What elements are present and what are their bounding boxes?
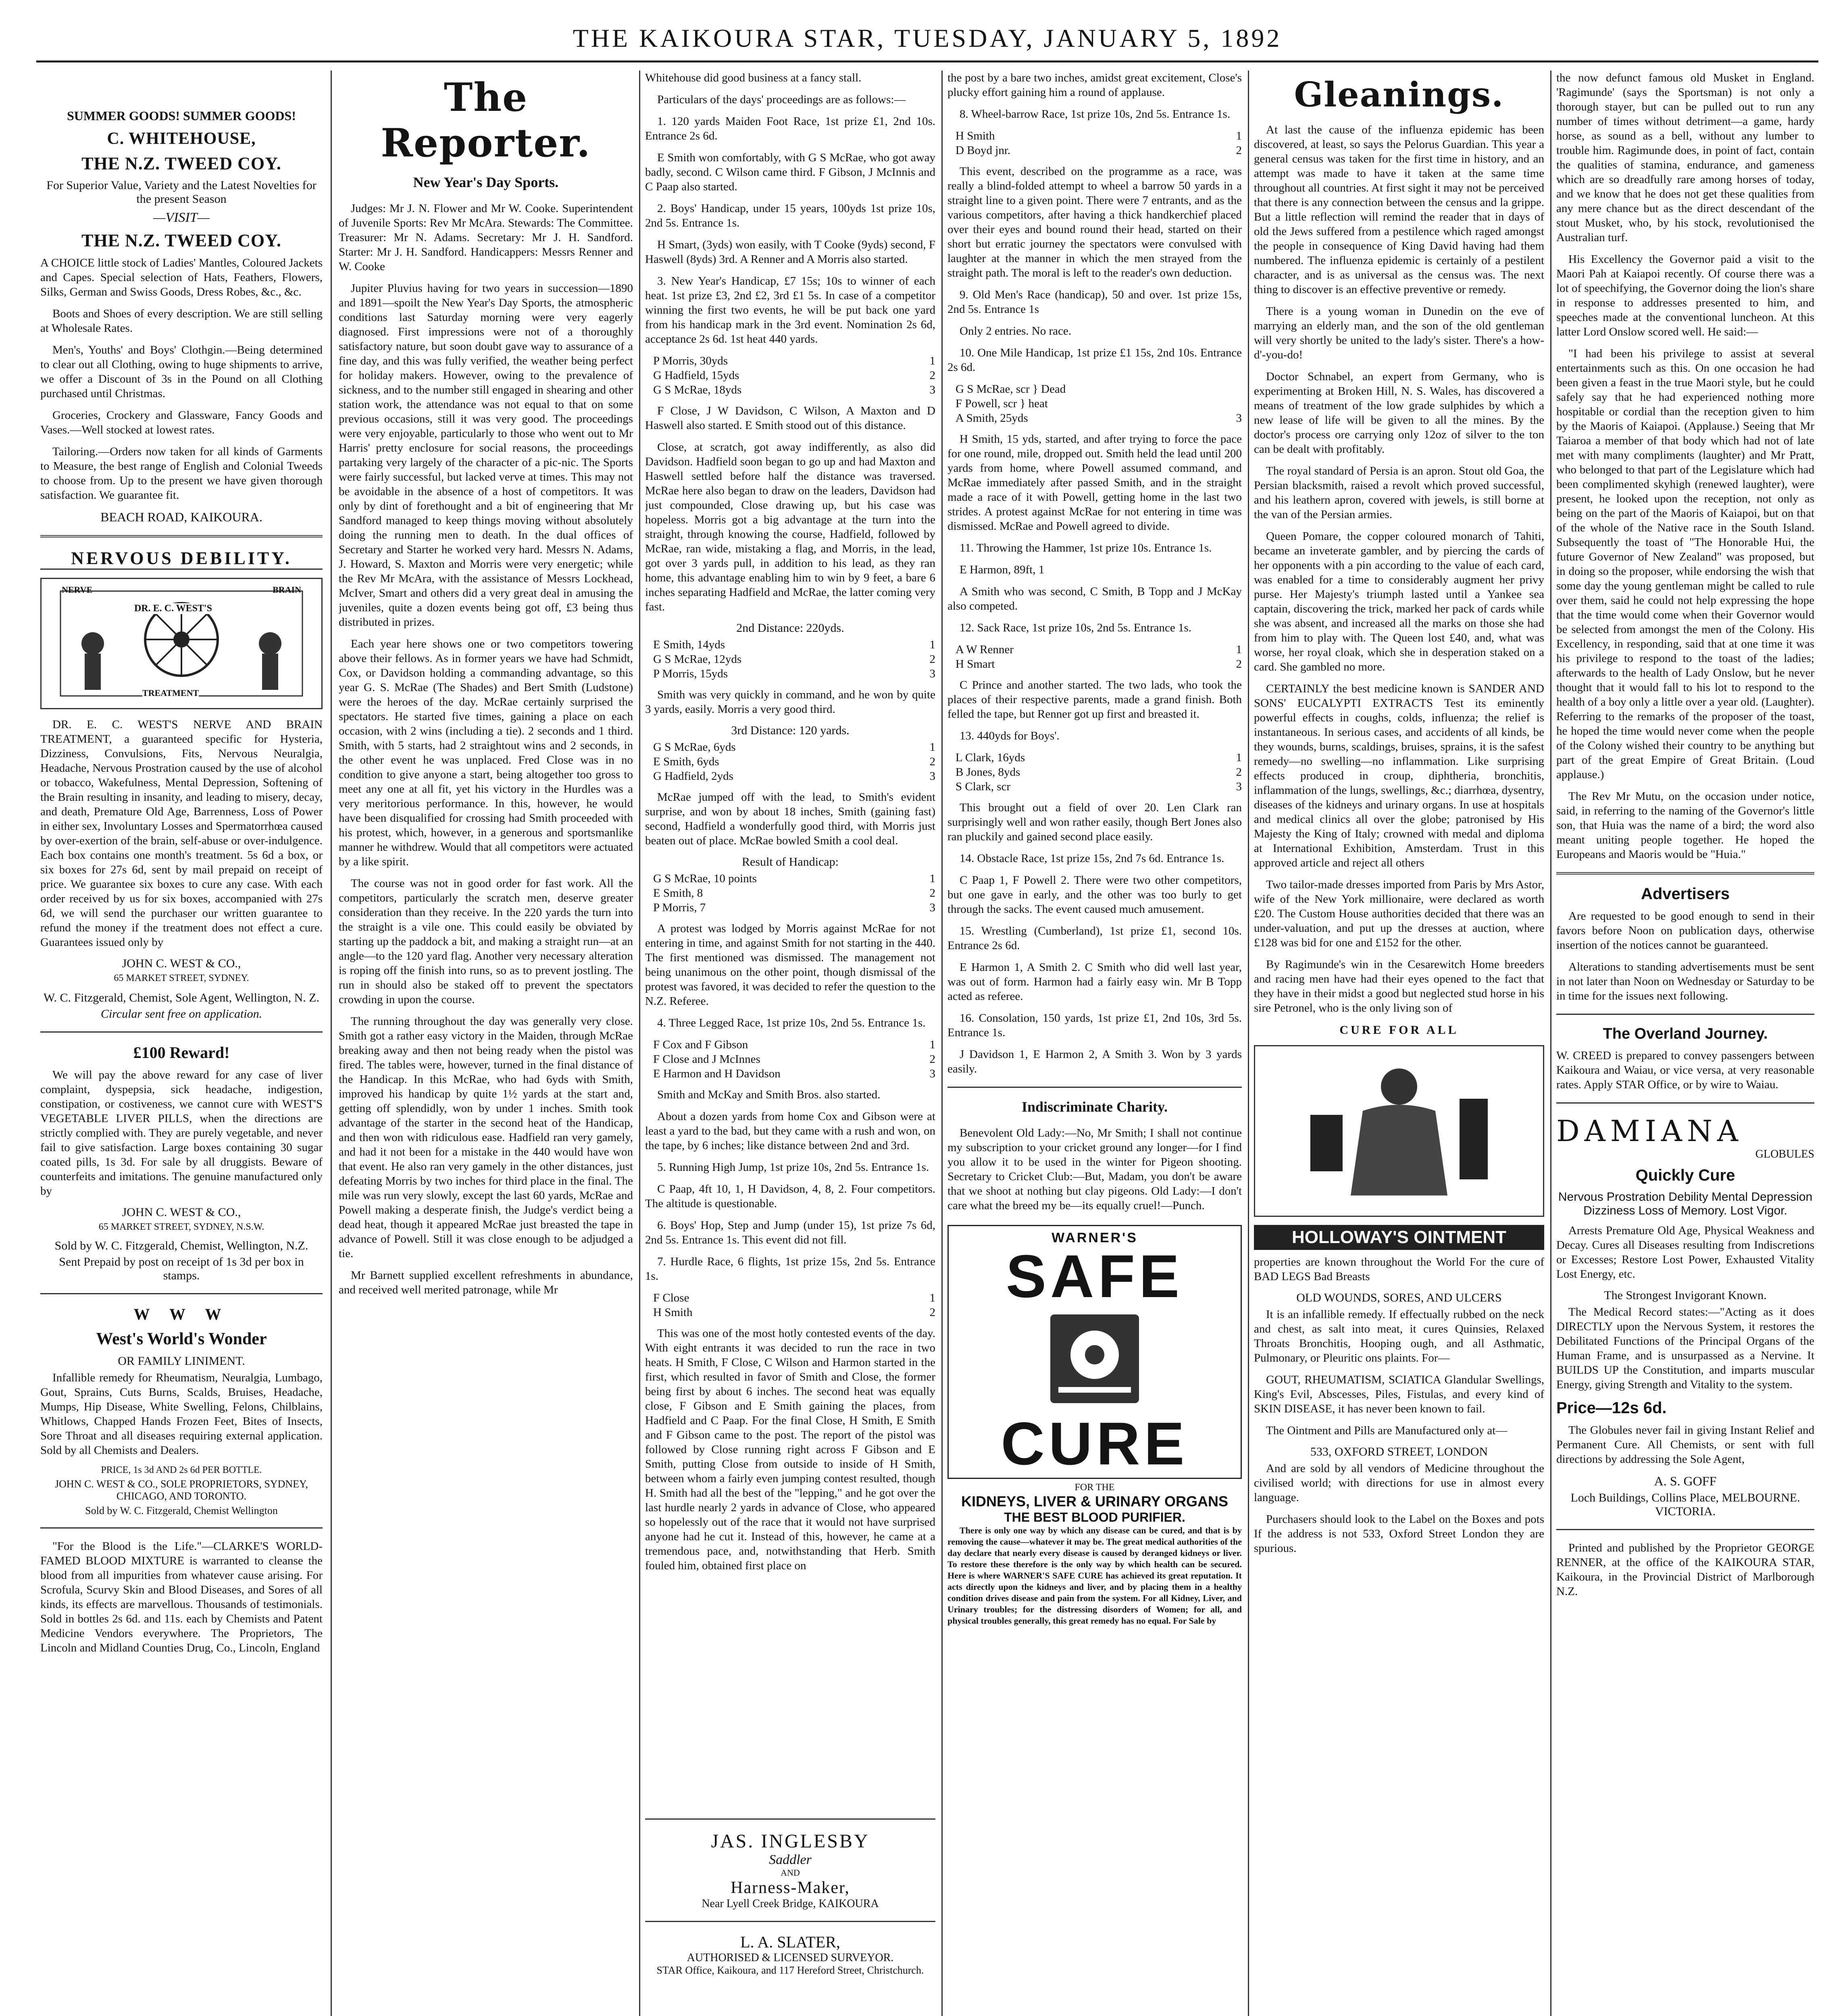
gleanings-para: Queen Pomare, the copper coloured monarch of Tahiti, became an inveterate gambler, and by piercing the cards of her opponents with a pin according to the value of each card, was enabled for a time to considerably augment her privy purse. Her Majesty's triumph lasted until a Yankee sea captain, discovering the trick, marked her pack of cards while she was absent, and increased all the marks on those she had from him to play with. The Queen lost £40, and, what was worse, her royal cloak, which she in desperation staked on a card. She gambled no more.: [1254, 530, 1544, 673]
slater-address: STAR Office, Kaikoura, and 117 Hereford Street, Christchurch.: [656, 1964, 924, 1976]
result-row: [653, 1052, 935, 1066]
cure-word: CURE: [1001, 1410, 1189, 1477]
holloways-illustration: [1254, 1045, 1544, 1217]
result-name: P Morris, 30yds: [653, 354, 728, 367]
distance-heading: 3rd Distance: 120 yards.: [731, 724, 850, 737]
gleanings-title: Gleanings.: [1294, 75, 1504, 115]
result-place: 1: [929, 741, 935, 754]
spacer: [40, 71, 323, 103]
gleanings-para: At last the cause of the influenza epidemic has been discovered, at least, so says the Pelorus Guardian. This year a general census was taken for the first time in history, and an attempt was made to have it taken at the same time throughout all countries. At first sight it may not be perceived that there is any connection between the census and la grippe. But a little reflection will remind the reader that in days of old the Jews suffered from a pestilence which raged amongst the people in consequence of King David having had them numbered. The influenza epidemic is certainly of a pestilent character, and is as universal as the census was. The next thing to discover is an effective preventive or remedy.: [1254, 123, 1544, 296]
result-place: 3: [929, 901, 935, 914]
gleanings-para: The Rev Mr Mutu, on the occasion under notice, said, in referring to the naming of the Governor's little son, that Huia was the name of a bird; the word also meant uniting people together. He hoped the Europeans and Maoris would be "Huia.": [1556, 790, 1814, 861]
sports-para: C Paap 1, F Powell 2. There were two other competitors, but one gave in early, and the other was too burly to get through the sacks. The event caused much amusement.: [947, 874, 1242, 916]
results-list: [956, 129, 1242, 158]
column-4: [947, 71, 1242, 2016]
result-place: 1: [929, 1291, 935, 1304]
sports-para: Smith was very quickly in command, and he won by quite 3 yards, easily. Morris a very good third.: [645, 688, 935, 716]
charity-para: Benevolent Old Lady:—No, Mr Smith; I shall not continue my subscription to your cricket ground any longer—for I find you allow it to be used in the winter for Pigeon shooting. Secretary to Cricket Club:—But, Madam, you don't be aware that we shoot at nothing but clay pigeons. Old Lady:—I don't care what the breed my be—its equally cruel!—Punch.: [947, 1127, 1242, 1212]
gleanings-para: Two tailor-made dresses imported from Paris by Mrs Astor, wife of the New York millionaire, were declared as worth £20. The Custom House authorities decided that there was an under-valuation, and put up the dresses at auction, where £128 was bid for one and £152 for the other.: [1254, 878, 1544, 949]
result-name: G S McRae, 12yds: [653, 653, 742, 666]
rule: [645, 1921, 935, 1922]
distance-heading: Result of Handicap:: [742, 855, 839, 868]
column-5: [1254, 71, 1544, 2016]
sports-para: J Davidson 1, E Harmon 2, A Smith 3. Won by 3 yards easily.: [947, 1048, 1242, 1075]
worlds-wonder-company: JOHN C. WEST & CO., SOLE PROPRIETORS, SYDNEY, CHICAGO, AND TORONTO.: [55, 1478, 308, 1502]
distance-heading: 2nd Distance: 220yds.: [736, 621, 844, 635]
result-row: [653, 354, 935, 368]
result-row: [653, 652, 935, 666]
result-place: 2: [929, 755, 935, 768]
sports-para: Whitehouse did good business at a fancy stall.: [645, 71, 862, 84]
west-circular: Circular sent free on application.: [100, 1007, 262, 1020]
results-list: [956, 750, 1242, 794]
holloways-para: GOUT, RHEUMATISM, SCIATICA Glandular Swellings, King's Evil, Abscesses, Piles, Fistulas, and every kind of SKIN DISEASE, it has never been known to fail.: [1254, 1373, 1544, 1415]
results-list: [653, 740, 935, 783]
result-name: G Hadfield, 15yds: [653, 369, 739, 382]
worlds-wonder-heading: West's World's Wonder: [96, 1330, 267, 1348]
result-row: [956, 411, 1242, 425]
illus-label-nerve: NERVE: [62, 585, 93, 595]
illus-label-dr-west: DR. E. C. WEST'S: [134, 603, 212, 614]
result-place: 1: [1236, 751, 1242, 764]
damiana-price: Price—12s 6d.: [1556, 1399, 1667, 1417]
result-place: 2: [929, 887, 935, 900]
sports-para: 9. Old Men's Race (handicap), 50 and over. 1st prize 15s, 2nd 5s. Entrance 1s: [947, 288, 1242, 316]
inglesby-address: Near Lyell Creek Bridge, KAIKOURA: [702, 1897, 879, 1910]
reporter-para: Jupiter Pluvius having for two years in succession—1890 and 1891—spoilt the New Year's Day Sports, the atmospheric conditions last Saturday morning were very eagerly diagnosed. First impressions were not of a thoroughly satisfactory nature, but soon doubt gave way to assurance of a fine day, and this was fully verified, the weather being perfect for holiday makers. However, owing to the prevalence of sickness, and to the number still engaged in shearing and other station work, the attendance was not equal to that on some previous occasions, still it was very good. The proceedings were very enjoyable, particularly to those who went out to Mr Harris' pretty enclosure for social reasons, the proceedings partaking very largely of the character of a pic-nic. The Sports were fairly successful, but lacked verve at times. This may not be avoidable in the absence of a host of competitors. It was only by dint of forethought and a bit of engineering that Mr Sandford managed to keep things moving without absolutely doing the running men to death. In the dual offices of Secretary and Starter he worked very hard. Messrs N. Adams, J. Howard, S. Maxton and Morris were very energetic; while the Rev Mr McAra, with the assistance of Messrs Lockhead, McIver, Smart and others did a very great deal in amusing the juveniles, quite a dozen events being got off, £3 being thus distributed in prizes.: [339, 282, 633, 629]
sports-para: C Prince and another started. The two lads, who took the places of their respective parents, made a grand finish. Both felled the tape, but Renner got up first and breasted it.: [947, 679, 1242, 721]
rule: [947, 1087, 1242, 1088]
holloways-name: HOLLOWAY'S OINTMENT: [1254, 1225, 1544, 1250]
holloways-para: And are sold by all vendors of Medicine throughout the civilised world; with directions for use in almost every language.: [1254, 1462, 1544, 1504]
damiana-para: The Globules never fail in giving Instant Relief and Permanent Cure. All Chemists, or sent with full directions by addressing the Sole Agent,: [1556, 1424, 1814, 1466]
holloways-banner: CURE FOR ALL: [1339, 1023, 1459, 1037]
safe-word: SAFE: [1006, 1242, 1184, 1310]
advertisers-heading: Advertisers: [1641, 885, 1730, 903]
result-row: [653, 900, 935, 915]
results-list: [956, 382, 1242, 425]
result-place: 2: [929, 369, 935, 382]
result-row: [653, 368, 935, 383]
sports-para: E Harmon 1, A Smith 2. C Smith who did well last year, was out of form. Harmon had a fairly easy win. Mr B Topp acted as referee.: [947, 961, 1242, 1003]
sports-para: 13. 440yds for Boys'.: [960, 729, 1060, 742]
damiana-agent: A. S. GOFF: [1654, 1474, 1717, 1488]
sports-para: C Paap, 4ft 10, 1, H Davidson, 4, 8, 2. Four competitors. The altitude is questionable.: [645, 1183, 935, 1210]
sports-para: H Smith, 15 yds, started, and after trying to force the pace for one round, mile, dropped out. Smith held the lead until 200 yards from home, where Powell assumed command, and McRae immediately after passed Smith, and in the straight made a race of it with Powell, getting home in the last two strides. A protest against McRae for not entering in time was dismissed. McRae and Powell agreed to divide.: [947, 433, 1242, 533]
sports-para: This brought out a field of over 20. Len Clark ran surprisingly well and won rather easily, though Bert Jones also ran pluckily and gained second place easily.: [947, 801, 1242, 843]
result-row: [653, 1066, 935, 1081]
tweed-coy-title: THE N.Z. TWEED COY.: [81, 154, 281, 173]
whitehouse-para: Groceries, Crockery and Glassware, Fancy Goods and Vases.—Well stocked at lowest rates.: [40, 409, 323, 436]
illus-label-treatment: TREATMENT: [142, 688, 199, 698]
worlds-wonder-sub: OR FAMILY LINIMENT.: [118, 1354, 245, 1368]
reward-agent: Sold by W. C. Fitzgerald, Chemist, Wellington, N.Z.: [54, 1239, 308, 1252]
sports-para: Only 2 entries. No race.: [960, 325, 1072, 337]
rule: [40, 1293, 323, 1294]
column-rule: [1248, 71, 1249, 2016]
result-row: [653, 1291, 935, 1305]
result-name: E Harmon and H Davidson: [653, 1067, 781, 1080]
holloways-address: 533, OXFORD STREET, LONDON: [1310, 1445, 1488, 1458]
imprint: Printed and published by the Proprietor GEORGE RENNER, at the office of the KAIKOURA STAR, Kaikoura, in the Provincial District of Marlborough N.Z.: [1556, 1541, 1814, 1598]
sports-para: 2. Boys' Handicap, under 15 years, 100yds 1st prize 10s, 2nd 5s. Entrance 1s.: [645, 202, 935, 229]
sports-para: Particulars of the days' proceedings are as follows:—: [657, 93, 906, 106]
result-name: L Clark, 16yds: [956, 751, 1025, 764]
result-place: 3: [929, 770, 935, 783]
results-list: [653, 1037, 935, 1081]
inglesby-trade: Saddler: [769, 1852, 812, 1867]
rule: [1556, 1102, 1814, 1104]
sports-para: 15. Wrestling (Cumberland), 1st prize £1, second 10s. Entrance 2s 6d.: [947, 925, 1242, 952]
gleanings-para: There is a young woman in Dunedin on the eve of marrying an elderly man, and the son of the old gentleman will very shortly be united to the lady's sister. There's a how-d'-you-do!: [1254, 305, 1544, 361]
result-row: [653, 754, 935, 769]
column-6: [1556, 71, 1814, 2016]
whitehouse-para: Boots and Shoes of every description. We are still selling at Wholesale Rates.: [40, 307, 323, 335]
result-name: S Clark, scr: [956, 780, 1011, 793]
safe-cure-purifier: THE BEST BLOOD PURIFIER.: [1004, 1510, 1185, 1524]
rule: [40, 1527, 323, 1529]
result-name: A Smith, 25yds: [956, 412, 1028, 425]
results-list: [653, 637, 935, 681]
gleanings-para: Doctor Schnabel, an expert from Germany, who is experimenting at Broken Hill, N. S. Wales, has discovered a means of treatment of the low grade sulphides by which a new lease of life will be given to all the mines. By the doctor's process ore carrying only 12oz of silver to the ton can be dealt with profitably.: [1254, 370, 1544, 456]
worlds-wonder-para: Infallible remedy for Rheumatism, Neuralgia, Lumbago, Gout, Sprains, Cuts Burns, Scalds, Bruises, Headache, Mumps, Hip Disease, White Swelling, Felons, Chilblains, Whitlows, Chapped Hands Frozen Feet, Bites of Insects, Sore Throat and all diseases requiring external application. Sold by all Chemists and Dealers.: [40, 1371, 323, 1457]
worlds-wonder-price: PRICE, 1s 3d AND 2s 6d PER BOTTLE.: [101, 1465, 262, 1475]
damiana-title: DAMIANA: [1556, 1114, 1743, 1148]
sports-para: Smith and McKay and Smith Bros. also started.: [657, 1088, 881, 1101]
result-row: [956, 642, 1242, 657]
reporter-para: The course was not in good order for fast work. All the competitors, particularly the scratch men, deserve greater consideration than they receive. In the 220 yards the turn into the straight is a vile one. This could easily be obviated by starting up the paddock a bit, and making a straight run—at an angle—to the 120 yard flag. Another very necessary alteration is roping off the finish into runs, so as to prevent jostling. The run in should also be staked off to prevent the spectators crowding in upon the course.: [339, 877, 633, 1006]
whitehouse-para: Men's, Youths' and Boys' Clothgin.—Being determined to clear out all Clothing, owing to huge shipments to arrive, we offer a Discount of 3s in the Pound on all Clothing purchased until Christmas.: [40, 344, 323, 400]
worlds-wonder-sold: Sold by W. C. Fitzgerald, Chemist Wellington: [85, 1505, 278, 1516]
column-rule: [639, 71, 640, 2016]
west-agent: W. C. Fitzgerald, Chemist, Sole Agent, Wellington, N. Z.: [43, 991, 320, 1004]
rule: [1556, 872, 1814, 875]
result-name: P Morris, 15yds: [653, 667, 728, 680]
result-name: G S McRae, scr } Dead: [956, 383, 1066, 396]
rule: [1556, 1529, 1814, 1530]
seated-figure-icon: [1270, 1050, 1528, 1212]
blood-mixture-para: "For the Blood is the Life."—CLARKE'S WORLD-FAMED BLOOD MIXTURE is warranted to cleanse the blood from all impurities from whatever cause arising. For Scrofula, Scurvy Skin and Blood Diseases, and Sores of all kinds, its effects are marvellous. Thousands of testimonials. Sold in bottles 2s 6d. and 11s. each by Chemists and Patent Medicine Vendors everywhere. The Proprietors, The Lincoln and Midland Counties Drug, Co., Lincoln, England: [40, 1540, 323, 1654]
rule: [40, 535, 323, 537]
sports-para: the post by a bare two inches, amidst great excitement, Close's plucky effort gaining him a round of applause.: [947, 71, 1242, 99]
safe-cure-illustration: [947, 1225, 1242, 1479]
result-name: H Smith: [653, 1306, 693, 1319]
reward-heading: £100 Reward!: [133, 1043, 230, 1062]
whitehouse-ad-head: SUMMER GOODS! SUMMER GOODS!: [67, 108, 296, 123]
sports-para: 6. Boys' Hop, Step and Jump (under 15), 1st prize 7s 6d, 2nd 5s. Entrance 1s. This event did not fill.: [645, 1219, 935, 1246]
result-place: 1: [929, 638, 935, 651]
whitehouse-para: A CHOICE little stock of Ladies' Mantles, Coloured Jackets and Capes. Special selection of Hats, Feathers, Flowers, Silks, German and Swiss Goods, Dress Robes, &c., &c.: [40, 256, 323, 298]
result-place: 1: [1236, 129, 1242, 142]
result-place: 1: [1236, 643, 1242, 656]
overland-para: W. CREED is prepared to convey passengers between Kaikoura and Waiau, or vice versa, at very reasonable rates. Apply STAR Office, or by wire to Waiau.: [1556, 1049, 1814, 1091]
advertisers-para: Are requested to be good enough to send in their favors before Noon on publication days, otherwise insertion of the notices cannot be guaranteed.: [1556, 910, 1814, 952]
result-row: [653, 637, 935, 652]
sports-subtitle: New Year's Day Sports.: [413, 174, 559, 190]
result-place: 2: [929, 653, 935, 666]
result-place: 1: [929, 872, 935, 885]
holloways-para: The Ointment and Pills are Manufactured only at—: [1266, 1424, 1508, 1437]
reward-post: Sent Prepaid by post on receipt of 1s 3d per box in stamps.: [59, 1255, 304, 1282]
damiana-quickly-cure: Quickly Cure: [1635, 1166, 1735, 1184]
result-place: 3: [929, 383, 935, 396]
inglesby-ad: [645, 1818, 935, 1976]
gleanings-para: His Excellency the Governor paid a visit to the Maori Pah at Kaiapoi recently. Of course there was a lot of speechifying, the Governor doing the lion's share in response to addresses presented to him, and speeches made at the conventional luncheon. At this latter Lord Onslow scored well. He said:—: [1556, 253, 1814, 338]
slater-trade: AUTHORISED & LICENSED SURVEYOR.: [687, 1951, 894, 1964]
warners-safe-cure-ad: [947, 1225, 1242, 1627]
www-heading: W W W: [133, 1305, 229, 1323]
result-place: 2: [929, 1306, 935, 1319]
sports-para: This was one of the most hotly contested events of the day. With eight entrants it was decided to run the race in two heats. H Smith, F Close, C Wilson and Harmon started in the first, which resulted in favor of Smith and Close, the former being first by about 6 inches. The second heat was equally close, F Gibson and E Smith gaining the places, from Hadfield and C Paap. For the final Close, H Smith, E Smith and F Gibson came to the post. The report of the pistol was followed by Close running right across F Gibson and E Smith, putting Close from outside to inside of H Smith, between whom a fairly even jumping contest resulted, though H. Smith had all the best of the "lepping," and he got over the last hurdle nearly 2 yards in advance of Close, who appeared so hopelessly out of the race that it would not have surprised anyone had he cut it. Instead of this, however, he came at a tremendous pace, and, notwithstanding that Herb. Smith fouled him, obtained first place on: [645, 1327, 935, 1572]
whitehouse-visit: —VISIT—: [153, 210, 210, 225]
gleanings-para: the now defunct famous old Musket in England. 'Ragimunde' (says the Sportsman) is not only a thorough stayer, but can be pulled out to run any number of times without detriment—a game, hardy horse, as sound as a bell, without any lumber to trouble him. Ragimunde does, in point of fact, contain the qualities of stamina, endurance, and gameness which are so dreadfully rare among horses of today, and we know that he does not get these qualities from any mere chance but as the direct descendant of the stout Musket, who, by his stock, revolutionised the Australian turf.: [1556, 71, 1814, 244]
inglesby-name: JAS. INGLESBY: [711, 1831, 870, 1852]
wheel-illustration-icon: [48, 583, 314, 704]
result-name: G S McRae, 6yds: [653, 741, 736, 754]
result-row: [653, 769, 935, 783]
result-name: G S McRae, 18yds: [653, 383, 742, 396]
west-company: JOHN C. WEST & CO.,: [122, 957, 241, 970]
nervous-debility-para: DR. E. C. WEST'S NERVE AND BRAIN TREATMENT, a guaranteed specific for Hysteria, Dizziness, Convulsions, Fits, Nervous Neuralgia, Headache, Nervous Prostration caused by the use of alcohol or tobacco, Wakefulness, Mental Depression, Softening of the Brain resulting in insanity, and leading to misery, decay, and death, Premature Old Age, Barrenness, Loss of Power in either sex, Involuntary Losses and Spermatorrhœa caused by over-exertion of the brain, self-abuse or over-indulgence. Each box contains one month's treatment. 5s 6d a box, or six boxes for 27s 6d, sent by mail prepaid on receipt of price. We guarantee six boxes to cure any case. With each order received by us for six boxes, accompanied with 27s 6d, we will send the purchaser our written guarantee to refund the money if the treatment does not effect a cure. Guarantees issued only by: [40, 718, 323, 949]
column-rule: [1550, 71, 1551, 2016]
sports-para: E Harmon, 89ft, 1: [960, 563, 1045, 576]
sports-para: 1. 120 yards Maiden Foot Race, 1st prize £1, 2nd 10s. Entrance 2s 6d.: [645, 115, 935, 142]
gleanings-para: The royal standard of Persia is an apron. Stout old Goa, the Persian blacksmith, raised a revolt which proved successful, and his leathern apron, covered with jewels, is still borne at the van of the Persian armies.: [1254, 464, 1544, 521]
damiana-para: Arrests Premature Old Age, Physical Weakness and Decay. Cures all Diseases resulting from Indiscretions or Excesses; Restore Lost Power, Exhausted Vitality Lost Energy, etc.: [1556, 1224, 1814, 1281]
sports-para: 10. One Mile Handicap, 1st prize £1 15s, 2nd 10s. Entrance 2s 6d.: [947, 346, 1242, 374]
column-rule: [331, 71, 332, 2016]
damiana-invigorant: The Strongest Invigorant Known.: [1604, 1289, 1767, 1302]
overland-heading: The Overland Journey.: [1603, 1025, 1768, 1042]
result-row: [653, 666, 935, 681]
holloways-ad: [1254, 1023, 1544, 1556]
inglesby-and: AND: [781, 1868, 800, 1878]
safe-cure-organs: KIDNEYS, LIVER & URINARY ORGANS: [961, 1493, 1229, 1510]
safe-illustration-icon: [1034, 1306, 1155, 1411]
result-place: 3: [1236, 780, 1242, 793]
result-place: 3: [1236, 412, 1242, 425]
results-list: [653, 354, 935, 397]
sports-para: 7. Hurdle Race, 6 flights, 1st prize 15s, 2nd 5s. Entrance 1s.: [645, 1255, 935, 1283]
gleanings-para: "I had been his privilege to assist at several entertainments such as this. On one occasion he had been given a feast in the true Maori style, but he could safely say that he had experienced nothing more hospitable or cordial than the reception given to him by the Maoris of Kaiapoi. (Applause.) Seeing that Mr Taiaroa a member of that body which had not of late met with many compliments (laughter) and Mr Pratt, who belonged to that part of the Legislature which had been complimented skyhigh (renewed laughter), were present, he looked upon the reception, not only as being on the part of the Maoris of Kaiapoi, but on that of the whole of the Native race in the South Island. Subsequently the toast of "The Honorable Hui, the future Governor of New Zealand" was proposed, but in doing so the proposer, while endorsing the wish that some day the young gentleman might be called to rule over them, said he could not help expressing the hope that the time would come when their Governor would be selected from amongst the men of the Colony. His Excellency, in responding, said that at one time it was his privilege to respond to the toast of the ladies; afterwards to the health of Lady Onslow, but he never thought that it would fall to his lot to respond to the health of a boy only a little over a year old. (Laughter). Referring to the remarks of the proposer of the toast, he hoped the time would never come when the people of the Colony wished their country to be anything but part of the great Empire of Great Britain. (Loud applause.): [1556, 347, 1814, 781]
results-list: [956, 642, 1242, 671]
column-rule: [941, 71, 943, 2016]
sports-para: F Close, J W Davidson, C Wilson, A Maxton and D Haswell also started. E Smith stood out of this distance.: [645, 404, 935, 432]
result-name: D Boyd jnr.: [956, 144, 1011, 157]
result-name: E Smith, 14yds: [653, 638, 725, 651]
result-row: [956, 765, 1242, 779]
result-name: F Powell, scr } heat: [956, 397, 1048, 410]
slater-name: L. A. SLATER,: [740, 1933, 840, 1951]
rule: [1556, 1014, 1814, 1015]
sports-para: 4. Three Legged Race, 1st prize 10s, 2nd 5s. Entrance 1s.: [657, 1016, 926, 1029]
result-name: A W Renner: [956, 643, 1014, 656]
rule: [40, 1031, 323, 1033]
sports-para: 16. Consolation, 150 yards, 1st prize £1, 2nd 10s, 3rd 5s. Entrance 1s.: [947, 1012, 1242, 1039]
inglesby-trade-2: Harness-Maker,: [731, 1879, 850, 1897]
sports-para: Close, at scratch, got away indifferently, as also did Davidson. Hadfield soon began to go up and had Maxton and Haswell settled before half the distance was traversed. McRae here also began to draw on the leaders, Davidson had just compounded, Close drawing up, but his case was hopeless. Morris got a big advantage at the turn into the straight, through knowing the course, Hadfield, followed by McRae, ran wide, mistaking a flag, and Morris, in the lead, got over 3 yards pull, in addition to his lead, as they ran home, this advantage enabling him to win by 9 feet, a bare 6 inches separating Hadfield and McRae, the latter coming very fast.: [645, 441, 935, 613]
reward-address: 65 MARKET STREET, SYDNEY, N.S.W.: [98, 1222, 264, 1232]
result-place: 2: [1236, 766, 1242, 779]
advertisers-para: Alterations to standing advertisements must be sent in not later than Noon on Wednesday or Saturday to be in time for the issues next following.: [1556, 960, 1814, 1002]
reporter-title: The Reporter.: [381, 75, 591, 166]
whitehouse-para: Tailoring.—Orders now taken for all kinds of Garments to Measure, the best range of English and Colonial Tweeds to choose from. Up to the present we have given thorough satisfaction. We guarantee fit.: [40, 445, 323, 502]
damiana-address: Loch Buildings, Collins Place, MELBOURNE. VICTORIA.: [1570, 1491, 1800, 1518]
illus-label-brain: BRAIN: [273, 585, 301, 595]
west-address: 65 MARKET STREET, SYDNEY.: [114, 973, 249, 983]
result-place: 1: [929, 1038, 935, 1051]
result-row: [956, 750, 1242, 765]
masthead: THE KAIKOURA STAR, TUESDAY, JANUARY 5, 1892: [573, 24, 1282, 52]
sports-para: A Smith who was second, C Smith, B Topp and J McKay also competed.: [947, 585, 1242, 612]
result-place: 2: [1236, 658, 1242, 671]
charity-heading: Indiscriminate Charity.: [1021, 1099, 1168, 1115]
tweed-coy-title-2: THE N.Z. TWEED COY.: [81, 231, 281, 250]
reporter-para: Mr Barnett supplied excellent refreshments in abundance, and received well merited patronage, while Mr: [339, 1269, 633, 1296]
sports-para: McRae jumped off with the lead, to Smith's evident surprise, and won by about 18 inches, Smith (gaining fast) second, Hadfield a wonderfully good third, with Morris just beaten out of place. McRae bowled Smith a cool deal.: [645, 791, 935, 847]
result-name: P Morris, 7: [653, 901, 706, 914]
reward-company: JOHN C. WEST & CO.,: [122, 1206, 241, 1219]
result-name: F Cox and F Gibson: [653, 1038, 748, 1051]
gleanings-para: CERTAINLY the best medicine known is SANDER AND SONS' EUCALYPTI EXTRACTS Test its eminently powerful effects in coughs, colds, influenza; the relief is instantaneous. In serious cases, and accidents of all kinds, be they wounds, burns, scaldings, bruises, sprains, it is the safest remedy—no swelling—no inflammation. Like surprising effects produced in croup, diphtheria, bronchitis, inflammation of the lungs, swellings, &c.; diarrhœa, dysentry, diseases of the kidneys and urinary organs. In use at hospitals and medical clinics all over the globe; patronised by His Majesty the King of Italy; crowned with medal and diploma at International Exhibition, Amsterdam. Trust in this approved article and reject all others: [1254, 682, 1544, 869]
result-name: B Jones, 8yds: [956, 766, 1020, 779]
sports-para: A protest was lodged by Morris against McRae for not entering in time, and against Smith for not starting in the 440. The first mentioned was dismissed. The management not being unanimous on the other point, though dismissal of the protest was favored, it was decided to refer the question to the N.Z. Referee.: [645, 922, 935, 1008]
result-place: 1: [929, 354, 935, 367]
holloways-para: Purchasers should look to the Label on the Boxes and pots If the address is not 533, Oxford Street London they are spurious.: [1254, 1513, 1544, 1555]
results-list: [653, 1291, 935, 1320]
result-row: [956, 779, 1242, 794]
sports-para: About a dozen yards from home Cox and Gibson were at least a yard to the bad, but they came with a rush and won, on the tape, by 6 inches; like distance between 2nd and 3rd.: [645, 1110, 935, 1152]
damiana-conditions: Nervous Prostration Debility Mental Depression Dizziness Loss of Memory. Lost Vigor.: [1558, 1190, 1813, 1217]
result-place: 2: [929, 1053, 935, 1066]
masthead-rule: [36, 60, 1818, 62]
sports-para: 5. Running High Jump, 1st prize 10s, 2nd 5s. Entrance 1s.: [657, 1161, 929, 1174]
result-row: [956, 382, 1242, 396]
sports-para: H Smart, (3yds) won easily, with T Cooke (9yds) second, F Haswell (8yds) 3rd. A Renner and A Morris also started.: [645, 238, 935, 266]
whitehouse-tagline: For Superior Value, Variety and the Latest Novelties for the present Season: [46, 179, 317, 206]
result-name: F Close and J McInnes: [653, 1053, 760, 1066]
gleanings-para: By Ragimunde's win in the Cesarewitch Home breeders and racing men have had their eyes opened to the fact that they have in their midst a good but neglected stud horse in his sire Petronel, who is the only living son of: [1254, 958, 1544, 1014]
sports-para: E Smith won comfortably, with G S McRae, who got away badly, second. C Wilson came third. F Gibson, J McInnis and C Paap also started.: [645, 151, 935, 193]
result-name: E Smith, 6yds: [653, 755, 719, 768]
sports-para: This event, described on the programme as a race, was really a blind-folded attempt to wheel a barrow 50 yards in a straight line to a given point. There were 7 entrants, and as the various competitors, after having a thick handkerchief placed over their eyes and bound round their head, started on their short but erratic journey the spectators were convulsed with laughter at the manner in which the men strayed from the straight path. The moral is left to the reader's own deduction.: [947, 165, 1242, 279]
sports-para: 14. Obstacle Race, 1st prize 15s, 2nd 7s 6d. Entrance 1s.: [960, 852, 1224, 865]
holloways-para: It is an infallible remedy. If effectually rubbed on the neck and chest, as salt into meat, it cures Quinsies, Relaxed Throats Bronchitis, Hooping ough, and all Asthmatic, Pulmonary, or Pleuritic ons plaints. For—: [1254, 1308, 1544, 1364]
result-place: 3: [929, 667, 935, 680]
holloways-para: properties are known throughout the World For the cure of BAD LEGS Bad Breasts: [1254, 1256, 1544, 1283]
column-3: [645, 71, 935, 2016]
result-name: F Close: [653, 1291, 689, 1304]
result-row: [653, 1305, 935, 1320]
damiana-para: The Medical Record states:—"Acting as it does DIRECTLY upon the Nervous System, it restores the Debilitated Functions of the Principal Organs of the Human Frame, and is unsurpassed as a Nervine. It BUILDS UP the Constitution, and imparts muscular Energy, giving Strength and Vitality to the system.: [1556, 1306, 1814, 1391]
sports-para: 3. New Year's Handicap, £7 15s; 10s to winner of each heat. 1st prize £3, 2nd £2, 3rd £1 5s. In case of a competitor winning the first two events, he will be put back one yard from his handicap mark in the 3rd event. Nomination 2s 6d, acceptance 2s 6d. 1st heat 440 yards.: [645, 275, 935, 346]
column-2: [339, 71, 633, 2016]
result-name: G S McRae, 10 points: [653, 872, 757, 885]
whitehouse-merchant: C. WHITEHOUSE,: [107, 129, 256, 148]
sports-para: 8. Wheel-barrow Race, 1st prize 10s, 2nd 5s. Entrance 1s.: [960, 108, 1231, 121]
holloways-wounds: OLD WOUNDS, SORES, AND ULCERS: [1296, 1291, 1502, 1304]
result-name: H Smart: [956, 658, 995, 671]
result-row: [956, 657, 1242, 671]
safe-cure-for: FOR THE: [1074, 1482, 1115, 1493]
result-name: G Hadfield, 2yds: [653, 770, 733, 783]
reporter-para: Judges: Mr J. N. Flower and Mr W. Cooke. Superintendent of Juvenile Sports: Rev Mr McAra. Stewards: The Committee. Treasurer: Mr N. Adams. Secretary: Mr J. H. Sandford. Starter: Mr J. H. Sandford. Handicappers: Messrs Renner and W. Cooke: [339, 202, 633, 273]
safe-cure-brand: WARNER'S: [1052, 1230, 1138, 1245]
result-row: [956, 129, 1242, 143]
result-place: 2: [1236, 144, 1242, 157]
reporter-para: Each year here shows one or two competitors towering above their fellows. As in former years we have had Schmidt, Cox, or Davidson holding a commanding advantage, so this year G. S. McRae (The Shades) and Bert Smith (Ludstone) were the heroes of the day. McRae certainly surprised the spectators. He started five times, gaining a place on each occasion, with 2 wins (including a tie). 2 seconds and 1 third. Smith, with 5 starts, had 2 straightout wins and 2 seconds, in the other event he was unplaced. Fred Close was in no condition to give anyone a start, being altogether too gross to meet any one at all fit, yet his victory in the Hurdles was a very meritorious performance. In this, however, he would have been disqualified for crossing had Smith proceeded with his protest, which, however, in a generous and sportsmanlike manner he withdrew. Would that all competitors were actuated by a like spirit.: [339, 637, 633, 868]
sports-para: 11. Throwing the Hammer, 1st prize 10s. Entrance 1s.: [960, 541, 1212, 554]
result-row: [653, 740, 935, 754]
whitehouse-address: BEACH ROAD, KAIKOURA.: [100, 510, 262, 524]
result-place: 3: [929, 1067, 935, 1080]
nerve-brain-illustration: [40, 578, 323, 709]
result-row: [956, 143, 1242, 158]
damiana-globules: GLOBULES: [1755, 1148, 1814, 1160]
result-name: H Smith: [956, 129, 995, 142]
result-row: [956, 396, 1242, 411]
results-list: [653, 871, 935, 915]
nervous-debility-banner: NERVOUS DEBILITY.: [40, 548, 323, 570]
result-name: E Smith, 8: [653, 887, 703, 900]
result-row: [653, 886, 935, 900]
reporter-para: The running throughout the day was generally very close. Smith got a rather easy victory in the Maiden, through McRae breaking away and then not being ready when the pistol was fired. The tables were, however, turned in the final distance of the Handicap. In this McRae, who had 6yds with Smith, improved his handicap by quite 1½ yards at the start and, getting off splendidly, won by under 1 inches. Smith took advantage of the starter in the second heat of the Handicap, and then won with ridiculous ease. Hadfield ran very gamely, and had it not been for a mistake in the 440 would have won that event. He also ran very gamely in the other distances, just defeating Morris by two inches for third place in the final. The mile was run very slowly, except the last 60 yards, McRae and Powell making a desperate finish, the Judge's verdict being a dead heat, though it appeared McRae just breasted the tape in advance of Powell. Still it was close enough to be adjudged a tie.: [339, 1015, 633, 1260]
sports-para: 12. Sack Race, 1st prize 10s, 2nd 5s. Entrance 1s.: [960, 621, 1192, 634]
rule: [645, 1818, 935, 1820]
result-row: [653, 383, 935, 397]
column-1: [40, 71, 323, 2016]
result-row: [653, 1037, 935, 1052]
result-row: [653, 871, 935, 886]
reward-para: We will pay the above reward for any case of liver complaint, dyspepsia, sick headache, indigestion, constipation, or costiveness, we cannot cure with WEST'S VEGETABLE LIVER PILLS, when the directions are strictly complied with. They are purely vegetable, and never fail to give satisfaction. Large boxes containing 30 sugar coated pills, 1s 3d. For sale by all druggists. Beware of counterfeits and imitations. The genuine manufactured only by: [40, 1068, 323, 1198]
safe-cure-para: There is only one way by which any disease can be cured, and that is by removing the cause—whatever it may be. The great medical authorities of the day declare that nearly every disease is caused by deranged kidneys or liver. To restore these therefore is the only way by which health can be secured. Here is where WARNER'S SAFE CURE has achieved its great reputation. It acts directly upon the kidneys and liver, and by placing them in a healthy condition drives disease and pain from the system. For all Kidney, Liver, and Urinary troubles; for the distressing disorders of Women; for all, and physical troubles generally, this great remedy has no equal. For Sale by: [947, 1525, 1242, 1626]
